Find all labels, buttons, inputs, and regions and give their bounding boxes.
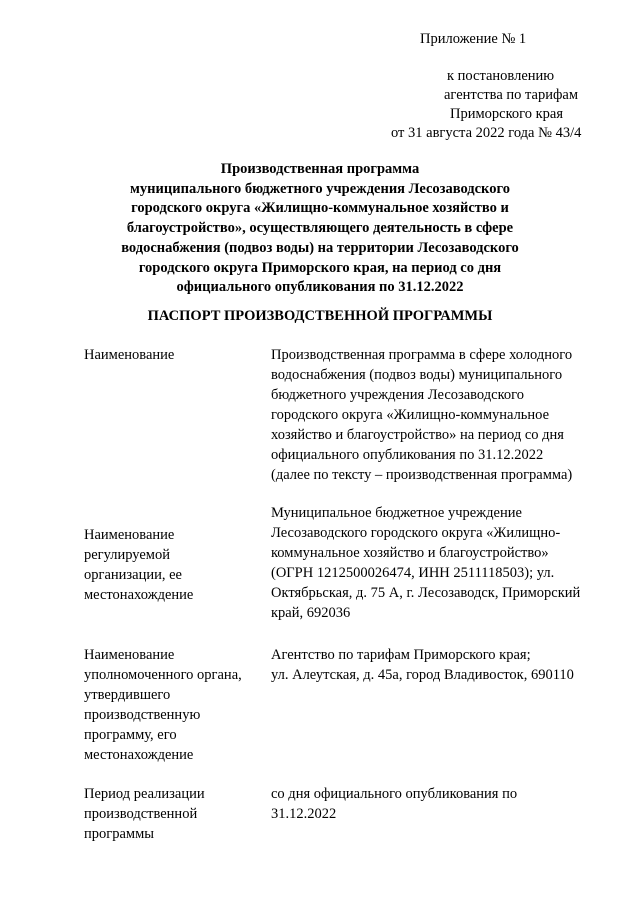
value-line: Октябрьская, д. 75 А, г. Лесозаводск, Приморский bbox=[271, 585, 581, 601]
value-line: Лесозаводского городского округа «Жилищно- bbox=[271, 525, 561, 541]
label-line: производственной bbox=[84, 806, 198, 822]
title-line: водоснабжения (подвоз воды) на территории Лесозаводского bbox=[121, 239, 519, 256]
label-line: организации, ее bbox=[84, 567, 182, 583]
value-line: ул. Алеутская, д. 45а, город Владивосток, 690110 bbox=[271, 667, 574, 683]
label-line: программу, его bbox=[84, 727, 177, 743]
row-label-authority bbox=[84, 645, 274, 765]
appendix-line: Приморского края bbox=[450, 106, 564, 122]
label-line: производственную bbox=[84, 707, 201, 723]
title-line: официального опубликования по 31.12.2022 bbox=[176, 279, 464, 296]
title-line: Производственная программа bbox=[220, 161, 420, 177]
title-line: городского округа Приморского края, на период со дня bbox=[138, 259, 502, 276]
value-line: официального опубликования по 31.12.2022 bbox=[271, 447, 544, 463]
label-line: программы bbox=[84, 826, 154, 842]
label-line: утвердившего bbox=[84, 687, 171, 703]
label-line: Период реализации bbox=[84, 786, 205, 802]
row-label-period bbox=[84, 784, 274, 844]
value-line: (ОГРН 1212500026474, ИНН 2511118503); ул. bbox=[271, 565, 555, 581]
value-line: бюджетного учреждения Лесозаводского bbox=[271, 387, 524, 403]
row-value-name bbox=[271, 345, 611, 485]
document-title bbox=[60, 160, 580, 298]
value-line: Муниципальное бюджетное учреждение bbox=[271, 505, 522, 521]
appendix-line: от 31 августа 2022 года № 43/4 bbox=[391, 125, 582, 141]
value-line: 31.12.2022 bbox=[271, 806, 337, 822]
value-line: Производственная программа в сфере холодного bbox=[271, 347, 573, 363]
row-value-organization bbox=[271, 503, 611, 623]
value-line: Агентство по тарифам Приморского края; bbox=[271, 647, 531, 663]
title-line: благоустройство», осуществляющего деятельность в сфере bbox=[126, 220, 514, 237]
value-line: край, 692036 bbox=[271, 605, 351, 621]
row-value-period bbox=[271, 784, 611, 824]
row-label-organization bbox=[84, 525, 274, 605]
value-line: коммунальное хозяйство и благоустройство» bbox=[271, 545, 549, 561]
value-line: водоснабжения (подвоз воды) муниципального bbox=[271, 367, 563, 383]
label-line: уполномоченного органа, bbox=[84, 667, 242, 683]
appendix-number-text: Приложение № 1 bbox=[420, 31, 527, 47]
label-line: местонахождение bbox=[84, 747, 194, 763]
label-line: Наименование bbox=[84, 647, 175, 663]
row-value-authority bbox=[271, 645, 611, 685]
value-line: хозяйство и благоустройство» на период со дня bbox=[271, 427, 564, 443]
appendix-line: к постановлению bbox=[447, 68, 555, 84]
appendix-reference bbox=[391, 67, 640, 143]
label-line: местонахождение bbox=[84, 587, 194, 603]
label-line: регулируемой bbox=[84, 547, 170, 563]
row-label-name bbox=[84, 345, 274, 365]
appendix-number bbox=[420, 30, 620, 49]
value-line: городского округа «Жилищно-коммунальное bbox=[271, 407, 550, 423]
title-line: городского округа «Жилищно-коммунальное хозяйство и bbox=[131, 200, 509, 217]
passport-heading: ПАСПОРТ ПРОИЗВОДСТВЕННОЙ ПРОГРАММЫ bbox=[147, 308, 493, 324]
title-line: муниципального бюджетного учреждения Лесозаводского bbox=[130, 180, 510, 197]
label-line: Наименование bbox=[84, 527, 175, 543]
label-line: Наименование bbox=[84, 347, 175, 363]
value-line: (далее по тексту – производственная программа) bbox=[271, 467, 573, 483]
value-line: со дня официального опубликования по bbox=[271, 786, 518, 802]
appendix-line: агентства по тарифам bbox=[444, 87, 578, 103]
